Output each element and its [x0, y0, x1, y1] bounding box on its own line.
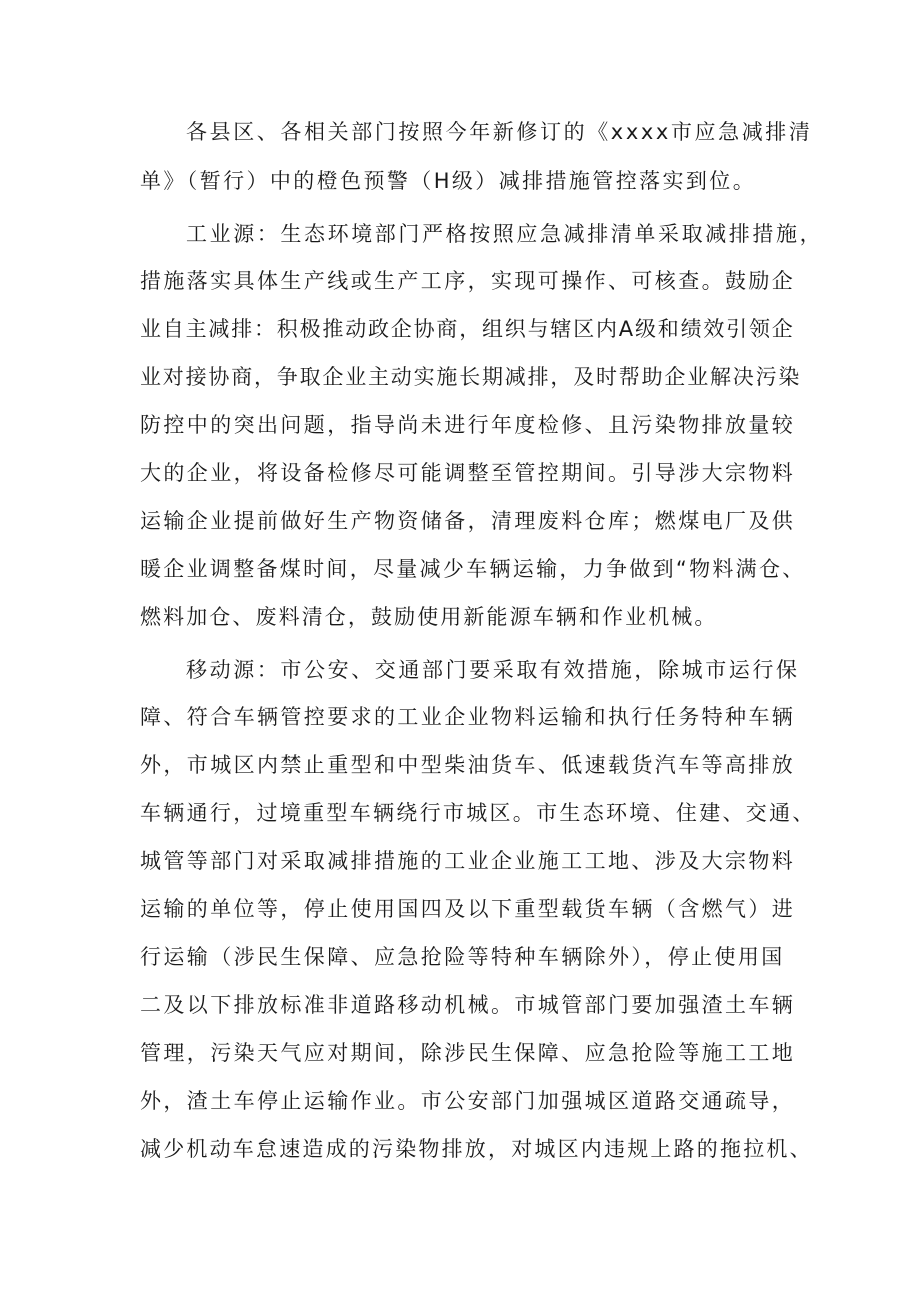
text-line: 城管等部门对采取减排措施的工业企业施工工地、涉及大宗物料 — [140, 849, 796, 873]
text-line: 行运输（涉民生保障、应急抢险等特种车辆除外），停止使用国 — [140, 945, 785, 969]
text-line: 工业源：生态环境部门严格按照应急减排清单采取减排措施， — [186, 222, 824, 246]
text-line: 管理，污染天气应对期间，除涉民生保障、应急抢险等施工工地 — [140, 1041, 796, 1065]
text-line: 运输的单位等，停止使用国四及以下重型载货车辆（含燃气）进 — [140, 897, 796, 921]
text-line: 措施落实具体生产线或生产工序，实现可操作、可核查。鼓励企 — [140, 269, 796, 293]
text-line: 车辆通行，过境重型车辆绕行市城区。市生态环境、住建、交通、 — [140, 801, 816, 825]
text-line: 暖企业调整备煤时间，尽量减少车辆运输，力争做到“物料满仓、 — [140, 557, 806, 581]
text-line: 障、符合车辆管控要求的工业企业物料运输和执行任务特种车辆 — [140, 705, 796, 729]
text-line: 外，市城区内禁止重型和中型柴油货车、低速载货汽车等高排放 — [140, 753, 796, 777]
text-line: 燃料加仓、废料清仓，鼓励使用新能源车辆和作业机械。 — [140, 605, 718, 629]
text-line: 二及以下排放标准非道路移动机械。市城管部门要加强渣土车辆 — [140, 993, 796, 1017]
text-line: 外，渣土车停止运输作业。市公安部门加强城区道路交通疏导， — [140, 1089, 796, 1113]
text-line: 业对接协商，争取企业主动实施长期减排，及时帮助企业解决污染 — [140, 365, 802, 389]
text-line: 单》（暂行）中的橙色预警（H级）减排措施管控落实到位。 — [140, 169, 757, 193]
text-line: 防控中的突出问题，指导尚未进行年度检修、且污染物排放量较 — [140, 413, 796, 437]
text-line: 移动源：市公安、交通部门要采取有效措施，除城市运行保 — [186, 658, 800, 682]
text-line: 业自主减排：积极推动政企协商，组织与辖区内A级和绩效引领企 — [140, 317, 795, 341]
text-line: 减少机动车怠速造成的污染物排放，对城区内违规上路的拖拉机、 — [140, 1137, 813, 1161]
text-line: 各县区、各相关部门按照今年新修订的《xxxx市应急减排清 — [186, 120, 813, 144]
text-line: 大的企业，将设备检修尽可能调整至管控期间。引导涉大宗物料 — [140, 461, 796, 485]
text-line: 运输企业提前做好生产物资储备，清理废料仓库；燃煤电厂及供 — [140, 509, 796, 533]
